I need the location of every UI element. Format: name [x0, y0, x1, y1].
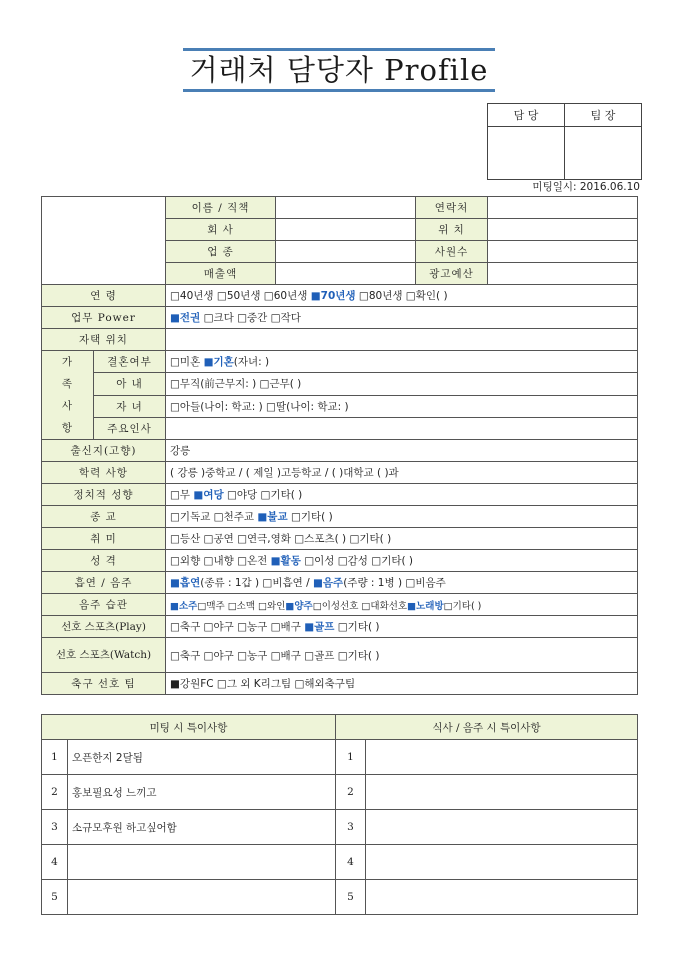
drink-habit-options[interactable] — [166, 594, 638, 616]
power-rest: □크다 □중간 □작다 — [203, 312, 301, 324]
education-field[interactable]: ( 강릉 )중학교 / ( 제일 )고등학교 / ( )대학교 ( )과 — [166, 462, 638, 484]
meal-note-1[interactable] — [366, 740, 638, 775]
sales-field[interactable] — [276, 263, 416, 285]
meeting-note-num: 5 — [42, 880, 68, 915]
meal-note-num: 5 — [336, 880, 366, 915]
meeting-note-5[interactable] — [68, 880, 336, 915]
wife-field[interactable]: □무직(前근무지: ) □근무( ) — [166, 373, 638, 395]
char-rest: □이성 □감성 □기타( ) — [304, 555, 414, 567]
meeting-date: 미팅일시: 2016.06.10 — [532, 181, 640, 193]
approval-box — [487, 103, 642, 180]
play-a: □축구 □야구 □농구 □배구 — [170, 621, 301, 633]
home-field[interactable] — [166, 329, 638, 351]
meeting-note-num: 3 — [42, 810, 68, 845]
company-label: 회 사 — [166, 219, 276, 241]
key-person-field[interactable] — [166, 417, 638, 439]
team-options[interactable]: ■강원FC □그 외 K리그팀 □해외축구팀 — [166, 673, 638, 695]
dh-mid2: □이성선호 □대화선호 — [312, 600, 408, 612]
politics-options[interactable] — [166, 484, 638, 506]
dh-mid1: □맥주 □소맥 □와인 — [197, 600, 286, 612]
religion-rest: □기타( ) — [290, 511, 333, 523]
origin-field[interactable]: 강릉 — [166, 440, 638, 462]
age-opts: □40년생 □50년생 □60년생 — [170, 290, 308, 302]
name-field[interactable] — [276, 197, 416, 219]
home-label: 자택 위치 — [42, 329, 166, 351]
page-title: 거래처 담당자 Profile — [183, 48, 495, 92]
team-label: 축구 선호 팀 — [42, 673, 166, 695]
dh-rest: □기타( ) — [443, 600, 482, 612]
power-label: 업무 Power — [42, 307, 166, 329]
meeting-note-4[interactable] — [68, 845, 336, 880]
hobby-label: 취 미 — [42, 528, 166, 550]
character-label: 성 격 — [42, 550, 166, 572]
smoke-drink-options[interactable] — [166, 572, 638, 594]
marriage-rest: (자녀: ) — [233, 356, 270, 369]
sports-watch-label: 선호 스포츠(Watch) — [42, 638, 166, 673]
family-label: 가족사항 — [42, 351, 94, 440]
location-label: 위 치 — [416, 219, 488, 241]
industry-field[interactable] — [276, 241, 416, 263]
ad-budget-label: 광고예산 — [416, 263, 488, 285]
char-selected: ■활동 — [270, 555, 301, 567]
dh-sel2: ■양주 — [285, 600, 313, 612]
ad-budget-field[interactable] — [488, 263, 638, 285]
age-selected: ■70년생 — [310, 290, 356, 302]
marriage-a: □미혼 — [170, 356, 201, 369]
religion-options[interactable] — [166, 506, 638, 528]
smoke-selected: ■흡연 — [170, 577, 201, 589]
religion-a: □기독교 □천주교 — [170, 511, 255, 523]
marriage-selected: ■기혼 — [203, 356, 234, 369]
approval-staff-label: 담 당 — [488, 104, 565, 127]
religion-selected: ■불교 — [257, 511, 288, 523]
origin-label: 출신지(고향) — [42, 440, 166, 462]
smoke-mid: (종류 : 1갑 ) □비흡연 / — [200, 577, 310, 589]
meal-note-4[interactable] — [366, 845, 638, 880]
contact-field[interactable] — [488, 197, 638, 219]
char-a: □외향 □내향 □온전 — [170, 555, 268, 567]
age-label: 연 령 — [42, 285, 166, 307]
meal-note-num: 4 — [336, 845, 366, 880]
sports-play-label: 선호 스포츠(Play) — [42, 616, 166, 638]
meeting-note-2[interactable]: 홍보필요성 느끼고 — [68, 775, 336, 810]
contact-label: 연락처 — [416, 197, 488, 219]
photo-area — [42, 197, 166, 285]
children-label: 자 녀 — [94, 395, 166, 417]
marriage-options[interactable] — [166, 351, 638, 373]
meal-notes-header: 식사 / 음주 시 특이사항 — [336, 715, 638, 740]
drink-selected: ■음주 — [312, 577, 344, 589]
power-options[interactable] — [166, 307, 638, 329]
meal-note-num: 3 — [336, 810, 366, 845]
meal-note-2[interactable] — [366, 775, 638, 810]
key-person-label: 주요인사 — [94, 417, 166, 439]
marriage-label: 결혼여부 — [94, 351, 166, 373]
meeting-note-num: 1 — [42, 740, 68, 775]
sports-play-options[interactable] — [166, 616, 638, 638]
sales-label: 매출액 — [166, 263, 276, 285]
meal-note-num: 1 — [336, 740, 366, 775]
hobby-options[interactable]: □등산 □공연 □연극,영화 □스포츠( ) □기타( ) — [166, 528, 638, 550]
location-field[interactable] — [488, 219, 638, 241]
sports-watch-options[interactable]: □축구 □야구 □농구 □배구 □골프 □기타( ) — [166, 638, 638, 673]
power-selected: ■전권 — [170, 312, 201, 324]
employees-label: 사원수 — [416, 241, 488, 263]
profile-table — [41, 196, 638, 695]
age-rest: □80년생 □확인( ) — [358, 290, 448, 302]
meal-note-3[interactable] — [366, 810, 638, 845]
meeting-note-3[interactable]: 소규모후원 하고싶어함 — [68, 810, 336, 845]
meeting-notes-header: 미팅 시 특이사항 — [42, 715, 336, 740]
politics-a: □무 — [170, 489, 191, 501]
smoke-drink-label: 흡연 / 음주 — [42, 572, 166, 594]
play-selected: ■골프 — [304, 621, 335, 633]
meeting-note-num: 2 — [42, 775, 68, 810]
industry-label: 업 종 — [166, 241, 276, 263]
notes-table — [41, 714, 638, 915]
approval-staff-sign[interactable] — [488, 127, 565, 180]
employees-field[interactable] — [488, 241, 638, 263]
dh-sel1: ■소주 — [170, 600, 198, 612]
meeting-note-num: 4 — [42, 845, 68, 880]
politics-label: 정치적 성향 — [42, 484, 166, 506]
meeting-note-1[interactable]: 오픈한지 2달됨 — [68, 740, 336, 775]
politics-rest: □야당 □기타( ) — [226, 489, 303, 501]
approval-lead-label: 팀 장 — [565, 104, 642, 127]
name-label: 이름 / 직책 — [166, 197, 276, 219]
character-options[interactable] — [166, 550, 638, 572]
education-label: 학력 사항 — [42, 462, 166, 484]
company-field[interactable] — [276, 219, 416, 241]
meal-note-num: 2 — [336, 775, 366, 810]
meal-note-5[interactable] — [366, 880, 638, 915]
religion-label: 종 교 — [42, 506, 166, 528]
wife-label: 아 내 — [94, 373, 166, 395]
approval-lead-sign[interactable] — [565, 127, 642, 180]
politics-selected: ■여당 — [193, 489, 224, 501]
age-options[interactable] — [166, 285, 638, 307]
drink-rest: (주량 : 1병 ) □비음주 — [343, 577, 446, 589]
children-field[interactable]: □아들(나이: 학교: ) □딸(나이: 학교: ) — [166, 395, 638, 417]
dh-sel3: ■노래방 — [407, 600, 444, 612]
play-rest: □기타( ) — [337, 621, 380, 633]
drink-habit-label: 음주 습관 — [42, 594, 166, 616]
